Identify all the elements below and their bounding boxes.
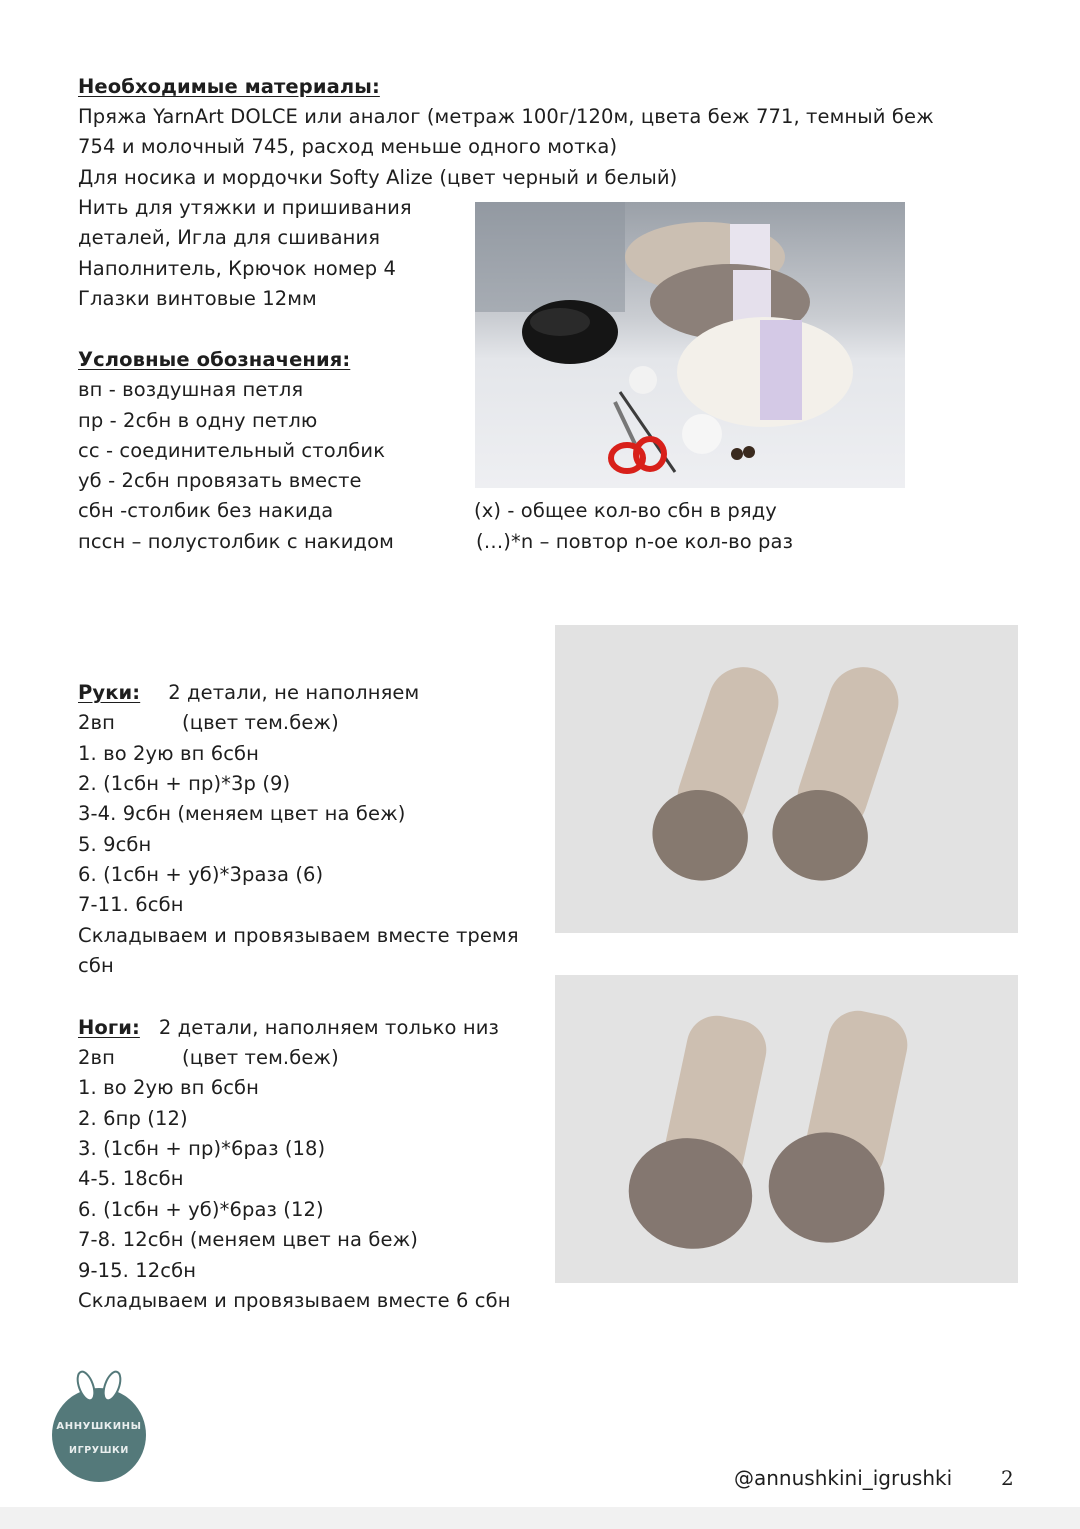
bottom-strip [0, 1507, 1080, 1529]
legs-row: 3. (1сбн + пр)*6раз (18) [78, 1137, 326, 1160]
materials-line: Глазки винтовые 12мм [78, 287, 317, 310]
legs-row: 6. (1сбн + уб)*6раз (12) [78, 1198, 324, 1221]
legend-item: (х) - общее кол-во сбн в ряду [474, 499, 777, 522]
materials-line: 754 и молочный 745, расход меньше одного мотка) [78, 135, 618, 158]
arms-start-chain: 2вп [78, 711, 115, 734]
arms-row: 7-11. 6сбн [78, 893, 184, 916]
legs-row: Складываем и провязываем вместе 6 сбн [78, 1289, 511, 1312]
legend-item: сбн -столбик без накида [78, 499, 334, 522]
legs-row: 9-15. 12сбн [78, 1259, 197, 1282]
legs-row: 2. 6пр (12) [78, 1107, 188, 1130]
logo-line-2: ИГРУШКИ [69, 1445, 129, 1456]
arms-subtitle: 2 детали, не наполняем [168, 681, 420, 704]
legs-row: 7-8. 12сбн (меняем цвет на беж) [78, 1228, 418, 1251]
legend-item: сс - соединительный столбик [78, 439, 386, 462]
legs-start [78, 1043, 339, 1073]
arms-photo [555, 625, 1018, 933]
page-number: 2 [1001, 1466, 1014, 1490]
legend-item: вп - воздушная петля [78, 378, 304, 401]
legs-start-chain: 2вп [78, 1046, 115, 1069]
arms-start [78, 708, 339, 738]
arms-row: сбн [78, 954, 114, 977]
legs-row: 4-5. 18сбн [78, 1167, 184, 1190]
materials-line: деталей, Игла для сшивания [78, 226, 381, 249]
legs-photo [555, 975, 1018, 1283]
legend-item: уб - 2сбн провязать вместе [78, 469, 362, 492]
legs-title [78, 1013, 499, 1043]
instagram-handle: @annushkini_igrushki [734, 1466, 953, 1490]
materials-line: Пряжа YarnArt DOLCE или аналог (метраж 100г/120м, цвета беж 771, темный беж [78, 105, 934, 128]
arms-row: Складываем и провязываем вместе тремя [78, 924, 519, 947]
legs-subtitle: 2 детали, наполняем только низ [158, 1016, 499, 1039]
legend-heading: Условные обозначения: [78, 348, 351, 371]
arms-color-note: (цвет тем.беж) [182, 711, 339, 734]
materials-photo [475, 202, 905, 488]
arms-row: 3-4. 9сбн (меняем цвет на беж) [78, 802, 406, 825]
legs-heading: Ноги: [78, 1016, 140, 1039]
logo-line-1: АННУШКИНЫ [56, 1421, 142, 1432]
arms-row: 2. (1сбн + пр)*3р (9) [78, 772, 291, 795]
arms-heading: Руки: [78, 681, 141, 704]
bunny-ears-icon [72, 1368, 126, 1408]
arms-row: 5. 9сбн [78, 833, 152, 856]
materials-line: Наполнитель, Крючок номер 4 [78, 257, 397, 280]
brand-logo [52, 1360, 146, 1482]
legs-color-note: (цвет тем.беж) [182, 1046, 339, 1069]
legend-item: (…)*n – повтор n-ое кол-во раз [476, 530, 794, 553]
legend-item: пр - 2сбн в одну петлю [78, 409, 318, 432]
arms-row: 6. (1сбн + уб)*3раза (6) [78, 863, 324, 886]
materials-line: Для носика и мордочки Softy Alize (цвет черный и белый) [78, 166, 678, 189]
legend-item: пссн – полустолбик с накидом [78, 530, 394, 553]
materials-heading: Необходимые материалы: [78, 75, 380, 98]
legs-row: 1. во 2ую вп 6сбн [78, 1076, 260, 1099]
arms-row: 1. во 2ую вп 6сбн [78, 742, 260, 765]
materials-line: Нить для утяжки и пришивания [78, 196, 412, 219]
arms-title [78, 678, 419, 708]
